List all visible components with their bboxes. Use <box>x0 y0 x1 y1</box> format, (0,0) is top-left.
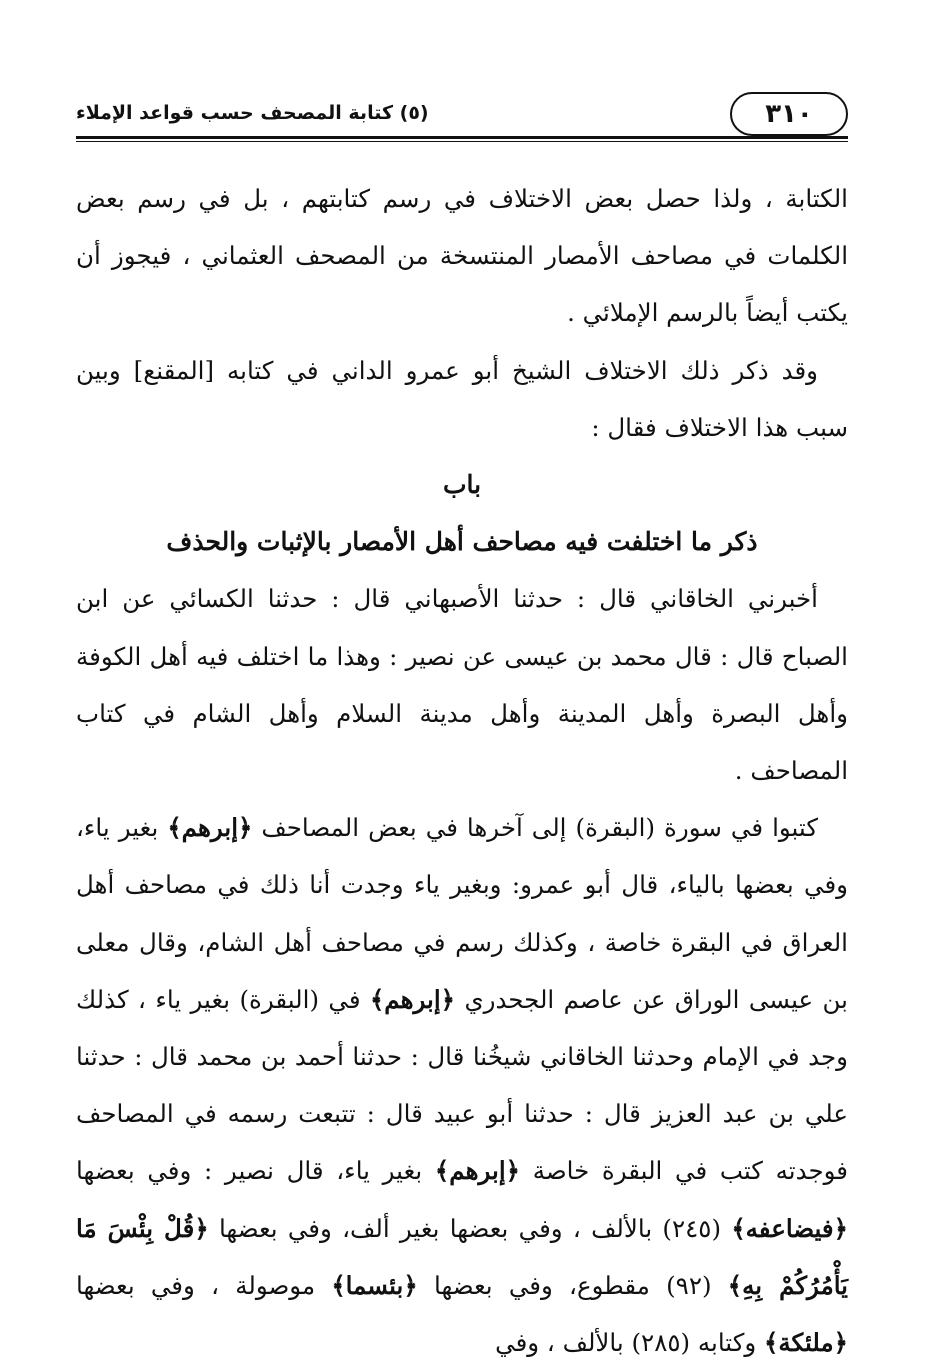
header-rule-thin <box>76 141 848 142</box>
text-run: (٢٤٥) بالألف ، وفي بعضها بغير ألف، وفي بعضها <box>208 1213 732 1243</box>
running-title: (٥) كتابة المصحف حسب قواعد الإملاء <box>76 102 429 124</box>
quranic-word: ﴿ملئكة﴾ <box>763 1328 848 1358</box>
quranic-word: ﴿إبرهم﴾ <box>167 813 253 843</box>
text-run: في (البقرة) بغير ياء ، كذلك وجد في الإمام وحدثنا الخاقاني شيخُنا قال : حدثنا أحمد بن محمد قال : حدثنا علي بن عبد العزيز قال : حدثنا أبو عبيد قال : تتبعت رسمه في المصاحف فوجدته كتب في البقرة خاصة <box>76 984 848 1186</box>
text-run: موصولة ، وفي بعضها <box>76 1270 332 1300</box>
text-run: بغير ياء، قال نصير : وفي بعضها <box>76 1156 435 1186</box>
quranic-word: ﴿بئسما﴾ <box>331 1270 418 1300</box>
chapter-label: باب <box>442 470 482 500</box>
page-header <box>76 80 848 144</box>
paragraph-continuation: الكتابة ، ولذا حصل بعض الاختلاف في رسم كتابتهم ، بل في رسم بعض الكلمات في مصاحف الأمصار المنتسخة من المصحف العثماني ، فيجوز أن يكتب أيضاً بالرسم الإملائي . <box>76 184 848 328</box>
page-number: ٣١٠ <box>730 92 848 136</box>
text-run: كتبوا في سورة (البقرة) إلى آخرها في بعض المصاحف <box>252 813 818 843</box>
text-run: وكتابه (٢٨٥) بالألف ، وفي <box>495 1328 764 1358</box>
paragraph-isnad: أخبرني الخاقاني قال : حدثنا الأصبهاني قال : حدثنا الكسائي عن ابن الصباح قال : قال محمد بن عيسى عن نصير : وهذا ما اختلف فيه أهل الكوفة وأهل البصرة وأهل المدينة وأهل مدينة السلام وأهل الشام في كتاب المصاحف . <box>76 584 848 786</box>
text-run: (٩٢) مقطوع، وفي بعضها <box>417 1270 728 1300</box>
page-body <box>76 170 848 1371</box>
text-run: بغير ياء، وفي بعضها بالياء، قال أبو عمرو: وبغير ياء وجدت أنا ذلك في مصاحف أهل العراق في البقرة خاصة ، وكذلك رسم في مصاحف أهل الشام، وقال معلى بن عيسى الوراق عن عاصم الجحدري <box>76 813 848 1014</box>
quranic-word: ﴿إبرهم﴾ <box>369 984 456 1014</box>
header-rule-thick <box>76 136 848 139</box>
paragraph-variants <box>76 799 848 1371</box>
chapter-title: ذكر ما اختلفت فيه مصاحف أهل الأمصار بالإثبات والحذف <box>166 527 758 557</box>
quranic-word: ﴿فيضاعفه﴾ <box>731 1213 848 1243</box>
quranic-word: ﴿إبرهم﴾ <box>434 1156 520 1186</box>
paragraph-intro: وقد ذكر ذلك الاختلاف الشيخ أبو عمرو الداني في كتابه [المقنع] وبين سبب هذا الاختلاف فقال : <box>76 355 848 442</box>
quranic-phrase: ﴿قُلْ بِئْسَ مَا يَأْمُرُكُمْ بِهِ﴾ <box>76 1213 848 1300</box>
